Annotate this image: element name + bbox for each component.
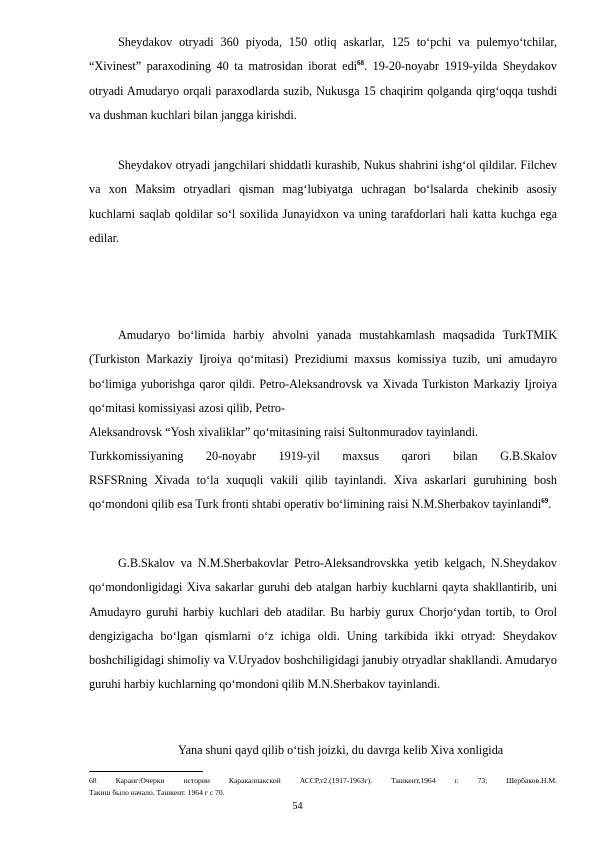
footnote-ref-68: 68 bbox=[357, 59, 365, 68]
paragraph-3-line-2: Aleksandrovsk “Yosh xivaliklar” qo‘mitasining raisi Sultonmuradov tayinlandi. bbox=[89, 425, 479, 439]
footnote-line-1: 68 Каранг:Очерки истории Каракалпакской АССР,т2.(1917-1963г). Ташкент,1964 г. 73; Шербаков.Н.М. bbox=[89, 776, 557, 785]
paragraph-6: Yana shuni qayd qilib o‘tish joizki, du davrga kelib Xiva xonligida bbox=[178, 743, 504, 757]
paragraph-5 bbox=[89, 551, 557, 697]
paragraph-3-text: Amudaryo bo‘limida harbiy ahvolni yanada mustahkamlash maqsadida TurkTMIK (Turkiston Markaziy Ijroiya qo‘mitasi) Prezidiumi maxsus komissiya tuzib, uni amudayro bo‘limiga yuborishga qaror qildi. Petro-Aleksandrovsk va Xivada Turkiston Markaziy Ijroiya qo‘mitasi komissiyasi azosi qilib, Petro- bbox=[89, 328, 557, 415]
footnote bbox=[89, 775, 557, 798]
paragraph-4 bbox=[89, 468, 557, 517]
paragraph-4-line-1: Turkkomissiyaning 20-noyabr 1919-yil maxsus qarori bilan G.B.Skalov bbox=[89, 449, 557, 463]
paragraph-1-tail: . 19-20-noyabr 1919-yilda Sheydakov otryadi Amudaryo orqali paraxodlarda suzib, Nukusga 15 chaqirim qolganda qirg‘oqqa tushdi va dushman kuchlari bilan jangga kirishdi. bbox=[89, 59, 557, 122]
footnote-line-2: Такиш было начало. Ташкент. 1964 г с 70. bbox=[89, 787, 225, 797]
page-number: 54 bbox=[292, 801, 303, 812]
paragraph-5-text: G.B.Skalov va N.M.Sherbakovlar Petro-Aleksandrovskka yetib kelgach, N.Sheydakov qo‘mondonligidagi Xiva sakarlar guruhi deb atalgan harbiy kuchlarni qayta shakllantirib, uni Amudayro guruhi harbiy kuchlari deb atadilar. Bu harbiy gurux Chorjo‘ydan tortib, to Orol dengizigacha bo‘lgan qismlarni o‘z ichiga oldi. Uning tarkibida ikki otryad: Sheydakov boshchiligidagi shimoliy va V.Uryadov boshchiligidagi janubiy otryadlar shakllandi. Amudaryo guruhi harbiy kuchlarning qo‘mondoni qilib M.N.Sherbakov tayinlandi. bbox=[89, 556, 557, 692]
footnote-ref-69: 69 bbox=[541, 497, 549, 506]
paragraph-4-text: RSFSRning Xivada to‘la xuquqli vakili qilib tayinlandi. Xiva askarlari guruhining bosh qo‘mondoni qilib esa Turk fronti shtabi operativ bo‘limining raisi N.M.Sherbakov tayinlandi bbox=[89, 473, 557, 512]
paragraph-3 bbox=[89, 323, 557, 420]
paragraph-2 bbox=[89, 153, 557, 250]
paragraph-1-text: Sheydakov otryadi 360 piyoda, 150 otliq askarlar, 125 to‘pchi va pulemyo‘tchilar, “Xivinest” paraxodining 40 ta matrosidan iborat edi bbox=[89, 35, 557, 74]
paragraph-4-end: . bbox=[548, 497, 552, 512]
paragraph-1 bbox=[89, 30, 557, 127]
paragraph-2-text: Sheydakov otryadi jangchilari shiddatli kurashib, Nukus shahrini ishg‘ol qildilar. Filchev va xon Maksim otryadlari qisman mag‘lubiyatga uchragan bo‘lsalarda chekinib asosiy kuchlarni saqlab qoldilar so‘l soxilida Junayidxon va uning tarafdorlari hali katta kuchga ega edilar. bbox=[89, 158, 557, 245]
footnote-divider bbox=[89, 771, 203, 772]
